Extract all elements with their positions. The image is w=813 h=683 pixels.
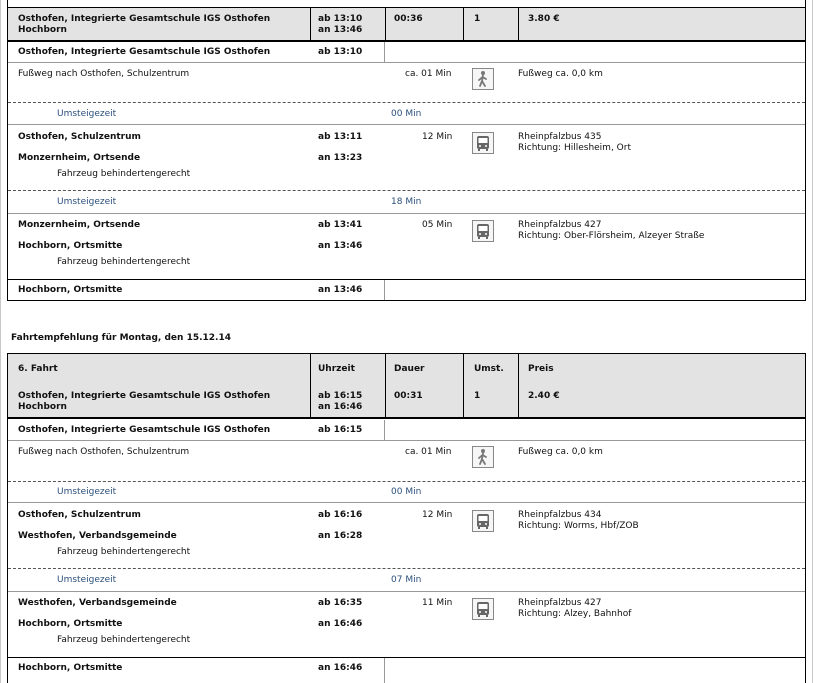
leg2-line: Rheinpfalzbus 427 [518,598,602,608]
transfer-time: 00 Min [391,487,422,497]
leg2-to: Hochborn, Ortsmitte [18,619,123,629]
leg1-line: Rheinpfalzbus 434 [518,510,602,520]
walk-detail: Fußweg ca. 0,0 km [518,447,603,457]
trip-summary-row[interactable] [8,385,805,419]
transfer-label: Umsteigezeit [57,487,117,497]
leg1-duration: 12 Min [422,132,453,142]
walking-person-icon [472,68,494,90]
start-stop: Osthofen, Integrierte Gesamtschule IGS Osthofen [18,47,271,57]
summary-dep: ab 16:15 [318,391,363,401]
leg2-from: Westhofen, Verbandsgemeinde [18,598,177,608]
summary-to: Hochborn [18,402,67,412]
leg1-from: Osthofen, Schulzentrum [18,510,141,520]
walk-text: Fußweg nach Osthofen, Schulzentrum [18,447,190,457]
leg1-dep: ab 16:16 [318,510,363,520]
transfer-time: 00 Min [391,109,422,119]
leg1-to: Monzernheim, Ortsende [18,153,141,163]
leg1-note: Fahrzeug behindertengerecht [57,169,191,179]
leg1-to: Westhofen, Verbandsgemeinde [18,531,177,541]
trip-6-table [7,353,806,683]
table-header [8,353,805,386]
transfer-label: Umsteigezeit [57,197,117,207]
header-price: Preis [528,364,554,374]
leg2-arr: an 16:46 [318,619,363,629]
leg2-line: Rheinpfalzbus 427 [518,220,602,230]
start-time: ab 13:10 [318,47,363,57]
summary-to: Hochborn [18,25,67,35]
summary-transfers: 1 [474,14,481,24]
summary-price: 2.40 € [528,391,560,401]
summary-from: Osthofen, Integrierte Gesamtschule IGS Osthofen [18,14,271,24]
leg1-arr: an 16:28 [318,531,363,541]
leg2-to: Hochborn, Ortsmitte [18,241,123,251]
leg2-duration: 05 Min [422,220,453,230]
walk-text: Fußweg nach Osthofen, Schulzentrum [18,69,190,79]
leg2-note: Fahrzeug behindertengerecht [57,635,191,645]
transfer-label: Umsteigezeit [57,109,117,119]
header-trip: 6. Fahrt [18,364,58,374]
end-stop: Hochborn, Ortsmitte [18,285,123,295]
leg2-from: Monzernheim, Ortsende [18,220,141,230]
transfer-time: 07 Min [391,575,422,585]
transfer-time: 18 Min [391,197,422,207]
summary-transfers: 1 [474,391,481,401]
start-stop: Osthofen, Integrierte Gesamtschule IGS Osthofen [18,425,271,435]
header-time: Uhrzeit [318,364,355,374]
leg2-arr: an 13:46 [318,241,363,251]
leg1-arr: an 13:23 [318,153,363,163]
trip-5-table [7,0,806,301]
leg2-dep: ab 16:35 [318,598,363,608]
leg1-dep: ab 13:11 [318,132,363,142]
end-time: an 16:46 [318,663,363,673]
bus-icon [472,598,494,620]
leg1-note: Fahrzeug behindertengerecht [57,547,191,557]
leg2-note: Fahrzeug behindertengerecht [57,257,191,267]
summary-duration: 00:31 [394,391,423,401]
walk-detail: Fußweg ca. 0,0 km [518,69,603,79]
header-transfers: Umst. [474,364,504,374]
leg1-direction: Richtung: Worms, Hbf/ZOB [518,521,639,531]
start-time: ab 16:15 [318,425,363,435]
window-left-border [0,0,1,683]
summary-from: Osthofen, Integrierte Gesamtschule IGS Osthofen [18,391,271,401]
walk-duration: ca. 01 Min [405,447,452,457]
leg1-direction: Richtung: Hillesheim, Ort [518,143,631,153]
summary-arr: an 16:46 [318,402,363,412]
trip-summary-row[interactable] [8,7,805,42]
end-time: an 13:46 [318,285,363,295]
summary-duration: 00:36 [394,14,423,24]
leg2-direction: Richtung: Alzey, Bahnhof [518,609,632,619]
bus-icon [472,132,494,154]
summary-dep: ab 13:10 [318,14,363,24]
summary-arr: an 13:46 [318,25,363,35]
leg2-dep: ab 13:41 [318,220,363,230]
leg1-line: Rheinpfalzbus 435 [518,132,602,142]
header-duration: Dauer [394,364,425,374]
summary-price: 3.80 € [528,14,560,24]
bus-icon [472,220,494,242]
transfer-label: Umsteigezeit [57,575,117,585]
bus-icon [472,510,494,532]
walk-duration: ca. 01 Min [405,69,452,79]
recommendation-title: Fahrtempfehlung für Montag, den 15.12.14 [11,333,231,343]
end-stop: Hochborn, Ortsmitte [18,663,123,673]
walking-person-icon [472,446,494,468]
leg1-from: Osthofen, Schulzentrum [18,132,141,142]
leg1-duration: 12 Min [422,510,453,520]
leg2-direction: Richtung: Ober-Flörsheim, Alzeyer Straße [518,231,705,241]
leg2-duration: 11 Min [422,598,453,608]
